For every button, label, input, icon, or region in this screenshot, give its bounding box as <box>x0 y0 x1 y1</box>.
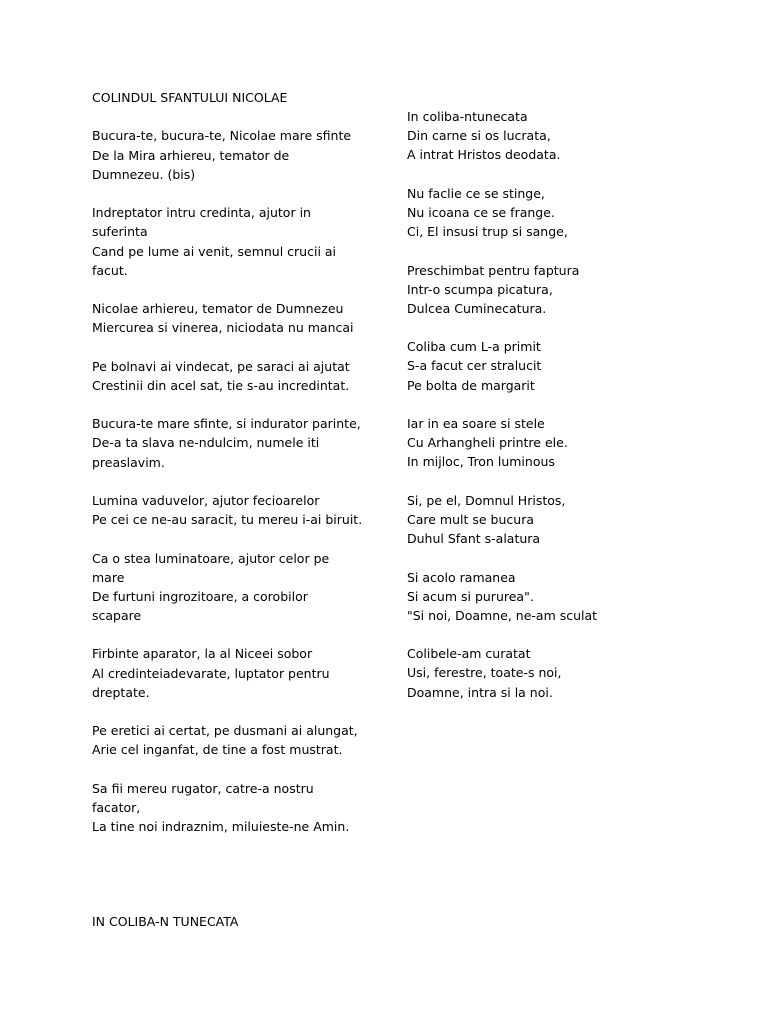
verse-line: "Si noi, Doamne, ne-am sculat <box>407 607 598 623</box>
verse-line: S-a facut cer stralucit <box>407 358 542 374</box>
verse-line: Coliba cum L-a primit <box>407 339 541 355</box>
verse-line: De-a ta slava ne-ndulcim, numele iti <box>92 435 320 451</box>
verse-line: Indreptator intru credinta, ajutor in <box>92 205 311 221</box>
verse-line: Lumina vaduvelor, ajutor fecioarelor <box>92 492 320 508</box>
verse-line: Ca o stea luminatoare, ajutor celor pe <box>92 550 330 566</box>
left-column <box>92 88 392 836</box>
verse-line: Ci, El insusi trup si sange, <box>407 224 568 240</box>
stanza-spacer <box>407 241 647 260</box>
verse-line: Colibele-am curatat <box>407 646 531 662</box>
stanza <box>407 568 647 626</box>
stanza-spacer <box>407 548 647 567</box>
verse-line: Pe eretici ai certat, pe dusmani ai alungat, <box>92 723 358 739</box>
stanza <box>92 644 392 702</box>
verse-line: facator, <box>92 799 141 815</box>
stanza-spacer <box>407 472 647 491</box>
verse-line: De furtuni ingrozitoare, a corobilor <box>92 588 308 604</box>
verse-line: facut. <box>92 262 128 278</box>
verse-line: Crestinii din acel sat, tie s-au incredintat. <box>92 377 350 393</box>
verse-line: Pe cei ce ne-au saracit, tu mereu i-ai biruit. <box>92 512 363 528</box>
verse-line: Miercurea si vinerea, niciodata nu mancai <box>92 320 354 336</box>
stanza <box>407 107 647 165</box>
verse-line: De la Mira arhiereu, temator de <box>92 147 290 163</box>
verse-line: In mijloc, Tron luminous <box>407 454 555 470</box>
verse-line: Si acolo ramanea <box>407 569 516 585</box>
verse-line: Nu icoana ce se frange. <box>407 204 555 220</box>
stanza <box>407 414 647 472</box>
stanza <box>407 644 647 702</box>
stanza-spacer <box>92 529 392 548</box>
stanza-spacer <box>92 280 392 299</box>
stanza <box>407 337 647 395</box>
stanza-spacer <box>92 184 392 203</box>
verse-line: La tine noi indraznim, miluieste-ne Amin. <box>92 819 350 835</box>
stanza-spacer <box>92 337 392 356</box>
verse-line: Cand pe lume ai venit, semnul crucii ai <box>92 243 337 259</box>
stanza <box>92 491 392 529</box>
verse-line: Dumnezeu. (bis) <box>92 166 196 182</box>
poem-title <box>92 88 392 107</box>
stanza-spacer <box>92 625 392 644</box>
stanza-spacer <box>92 702 392 721</box>
stanza <box>92 357 392 395</box>
stanza <box>407 491 647 549</box>
stanza-spacer <box>407 625 647 644</box>
stanza <box>92 126 392 184</box>
verse-line: suferinta <box>92 224 148 240</box>
stanza-spacer <box>92 107 392 126</box>
verse-line: Sa fii mereu rugator, catre-a nostru <box>92 780 314 796</box>
verse-line: Nu faclie ce se stinge, <box>407 185 545 201</box>
verse-line: Duhul Sfant s-alatura <box>407 531 541 547</box>
stanza <box>92 721 392 759</box>
stanza-spacer <box>407 165 647 184</box>
verse-line: A intrat Hristos deodata. <box>407 147 561 163</box>
stanza <box>407 261 647 319</box>
stanza-spacer <box>92 395 392 414</box>
poem-title-text: COLINDUL SFANTULUI NICOLAE <box>92 90 288 105</box>
verse-line: mare <box>92 569 125 585</box>
stanza-spacer <box>92 760 392 779</box>
stanza <box>92 549 392 626</box>
stanza <box>92 414 392 472</box>
verse-line: Care mult se bucura <box>407 511 534 527</box>
verse-line: In coliba-ntunecata <box>407 109 528 124</box>
verse-line: preaslavim. <box>92 454 165 470</box>
stanza-spacer <box>407 395 647 414</box>
stanza-spacer <box>92 472 392 491</box>
verse-line: scapare <box>92 608 142 624</box>
verse-line: Intr-o scumpa picatura, <box>407 281 553 297</box>
verse-line: Usi, ferestre, toate-s noi, <box>407 665 562 681</box>
verse-line: Doamne, intra si la noi. <box>407 684 553 700</box>
verse-line: Al credinteiadevarate, luptator pentru <box>92 665 330 681</box>
verse-line: Preschimbat pentru faptura <box>407 262 580 278</box>
verse-line: Din carne si os lucrata, <box>407 128 551 144</box>
verse-line: Pe bolnavi ai vindecat, pe saraci ai ajutat <box>92 358 350 374</box>
stanza <box>92 779 392 837</box>
stanza <box>407 184 647 242</box>
second-poem-title: IN COLIBA-N TUNECATA <box>92 914 239 929</box>
verse-line: Arie cel inganfat, de tine a fost mustrat. <box>92 742 343 758</box>
verse-line: Dulcea Cuminecatura. <box>407 300 547 316</box>
verse-line: Firbinte aparator, la al Niceei sobor <box>92 646 313 662</box>
verse-line: Pe bolta de margarit <box>407 377 535 393</box>
verse-line: Si acum si pururea". <box>407 588 534 604</box>
verse-line: Bucura-te mare sfinte, si indurator parinte, <box>92 416 361 432</box>
right-column <box>407 107 647 702</box>
verse-line: Iar in ea soare si stele <box>407 416 545 431</box>
verse-line: Si, pe el, Domnul Hristos, <box>407 492 566 508</box>
stanza-spacer <box>407 318 647 337</box>
verse-line: dreptate. <box>92 684 150 700</box>
stanza <box>92 203 392 280</box>
verse-line: Nicolae arhiereu, temator de Dumnezeu <box>92 301 344 317</box>
verse-line: Cu Arhangheli printre ele. <box>407 435 568 451</box>
stanza <box>92 299 392 337</box>
verse-line: Bucura-te, bucura-te, Nicolae mare sfinte <box>92 128 352 144</box>
